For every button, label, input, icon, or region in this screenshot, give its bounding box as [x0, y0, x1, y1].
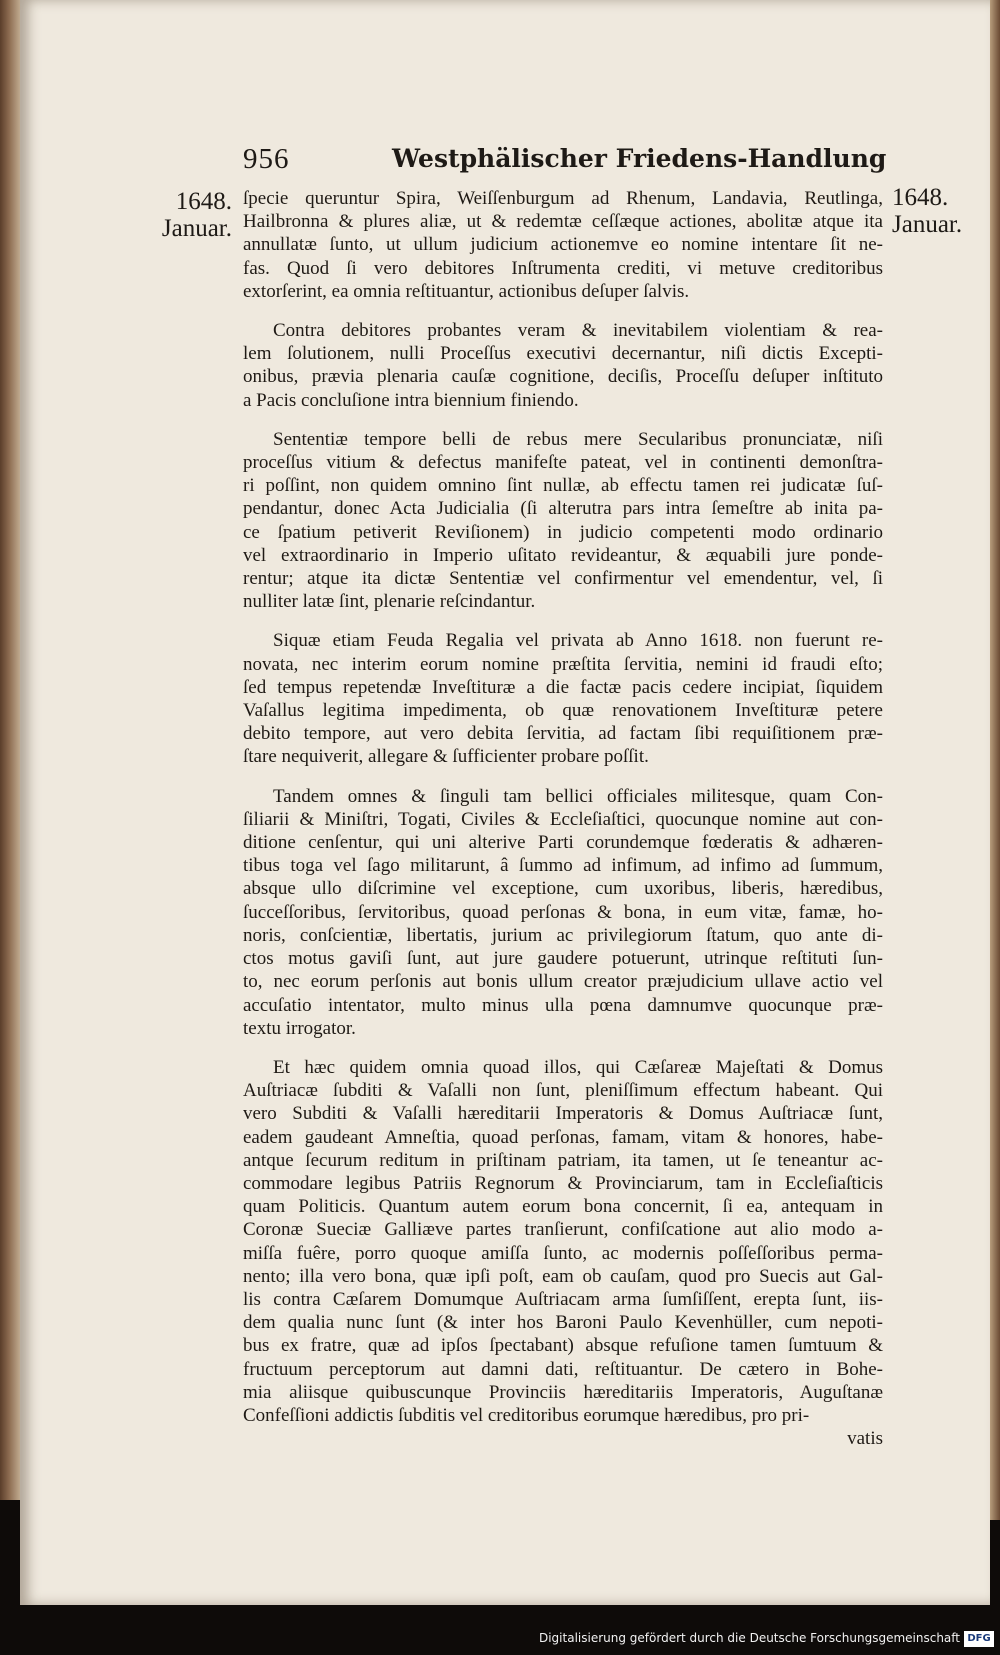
- text-line: Contra debitores probantes veram & inevitabilem violentiam & rea-: [273, 320, 883, 342]
- right-margin-date: [892, 184, 970, 238]
- text-line: vel extraordinario in Imperio uſitato revideantur, & æquabili jure ponde-: [243, 544, 883, 566]
- text-line: eadem gaudeant Amneſtia, quoad perſonas, famam, vitam & honores, habe-: [243, 1126, 883, 1148]
- text-line: commodare legibus Patriis Regnorum & Provinciarum, tam in Eccleſiaſticis: [243, 1172, 883, 1194]
- text-line: Coronæ Sueciæ Galliæve partes tranſierunt, confiſcatione aut alio modo a-: [243, 1219, 883, 1241]
- text-line: Et hæc quidem omnia quoad illos, qui Cæſareæ Majeſtati & Domus: [273, 1056, 883, 1078]
- left-margin-date: [152, 188, 232, 242]
- text-line: textu irrogator.: [243, 1017, 356, 1039]
- text-line: a Pacis concluſione intra biennium finiendo.: [243, 389, 579, 411]
- margin-month: Januar.: [161, 215, 232, 242]
- text-line: ri poſſint, non quidem omnino ſint nullæ, ab effectu tamen rei judicatæ ſuſ-: [243, 475, 883, 497]
- text-line: accuſatio intentator, multo minus ulla pœna damnumve quocunque præ-: [243, 994, 883, 1016]
- text-line: absque ullo diſcrimine vel exceptione, cum uxoribus, liberis, hæredibus,: [243, 878, 883, 900]
- text-line: ſiliarii & Miniſtri, Togati, Civiles & Eccleſiaſtici, quocunque nomine aut con-: [243, 808, 883, 830]
- paragraph: [243, 187, 883, 303]
- book-spine-edge: [0, 0, 22, 1500]
- text-line: extorſerint, ea omnia reſtituantur, actionibus deſuper ſalvis.: [243, 280, 690, 302]
- text-line: fructuum perceptorum aut damni dati, reſtituantur. De cætero in Bohe-: [243, 1358, 883, 1380]
- text-line: mia aliisque quibuscunque Provinciis hæreditariis Imperatoris, Auguſtanæ: [243, 1381, 883, 1403]
- margin-year: 1648.: [175, 188, 232, 215]
- text-line: nento; illa vero bona, quæ ipſi poſt, eam ob cauſam, quod pro Suecis aut Gal-: [243, 1265, 883, 1287]
- text-line: fas. Quod ſi vero debitores Inſtrumenta crediti, vi metuve creditoribus: [243, 257, 883, 279]
- text-line: noris, conſcientiæ, libertatis, jurium ac privilegiorum ſtatum, quo ante di-: [243, 924, 883, 946]
- text-line: quam Politicis. Quantum autem eorum bona concernit, ſi ea, antequam in: [243, 1196, 883, 1218]
- text-line: Confeſſioni addictis ſubditis vel creditoribus eorumque hæredibus, pro pri-: [243, 1404, 810, 1426]
- text-line: ſpecie queruntur Spira, Weiſſenburgum ad Rhenum, Landavia, Reutlinga,: [243, 188, 883, 209]
- text-line: antque ſecurum reditum in priſtinam patriam, ita tamen, ut ſe teneantur ac-: [243, 1149, 883, 1171]
- funding-credit: Digitalisierung gefördert durch die Deutsche Forschungsgemeinschaft: [538, 1631, 960, 1645]
- text-line: ce ſpatium petiverit Reviſionem) in judicio competenti modo ordinario: [243, 521, 883, 543]
- text-line: dem qualia nunc ſunt (& inter hos Baroni Paulo Kevenhüller, cum nepoti-: [243, 1312, 883, 1334]
- margin-month: Januar.: [892, 211, 963, 238]
- text-line: Siquæ etiam Feuda Regalia vel privata ab Anno 1618. non fuerunt re-: [273, 630, 883, 652]
- text-line: ctos motus gaviſi ſunt, aut jure gaudere potuerunt, utrinque reſtituti ſun-: [243, 948, 883, 970]
- catchword: vatis: [847, 1428, 883, 1450]
- text-line: bus ex fratre, quæ ad ipſos ſpectabant) absque refuſione tamen ſumtuum &: [243, 1335, 883, 1357]
- text-line: Tandem omnes & ſinguli tam bellici officiales militesque, quam Con-: [273, 785, 883, 807]
- dfg-logo: DFG: [964, 1631, 994, 1647]
- text-line: pendantur, donec Acta Judicialia (ſi alterutra pars intra ſemeſtre ab inita pa-: [243, 498, 883, 520]
- text-line: vero Subditi & Vaſalli hæreditarii Imperatoris & Domus Auſtriacæ ſunt,: [243, 1103, 883, 1125]
- paragraph: [243, 1056, 883, 1427]
- text-line: onibus, prævia plenaria cauſæ cognitione, deciſis, Proceſſu deſuper inſtituto: [243, 366, 883, 388]
- text-line: ſucceſſoribus, ſervitoribus, quoad perſonas & bona, in eum vitæ, famæ, ho-: [243, 901, 883, 923]
- text-line: Auſtriacæ ſubditi & Vaſalli non ſunt, pleniſſimum effectum habeant. Qui: [243, 1080, 883, 1102]
- text-line: to, nec eorum perſonis aut bonis ullum creator præjudicium ullave actio vel: [243, 971, 883, 993]
- body-text: [243, 187, 883, 1450]
- text-line: lem ſolutionem, nulli Proceſſus executivi decernantur, niſi dictis Excepti-: [243, 343, 883, 365]
- text-line: tibus toga vel ſago militarunt, â ſummo ad infimum, ad infimo ad ſummum,: [243, 855, 883, 877]
- paragraph: [243, 428, 883, 614]
- page-number: 956: [243, 143, 290, 175]
- text-line: lis contra Cæſarem Domumque Auſtriacam arma ſumſiſſent, erepta ſunt, iis-: [243, 1288, 883, 1310]
- text-line: debito tempore, aut vero debita ſervitia, ad factam ſibi requiſitionem præ-: [243, 723, 883, 745]
- margin-year: 1648.: [892, 184, 949, 211]
- text-line: nulliter latæ ſint, plenarie reſcindantur.: [243, 591, 536, 613]
- footer-bar: [0, 1605, 1000, 1655]
- text-line: miſſa fuêre, porro quoque amiſſa ſunto, ac modernis poſſeſſoribus perma-: [243, 1242, 883, 1264]
- paragraph: [243, 785, 883, 1040]
- text-line: Sententiæ tempore belli de rebus mere Secularibus pronunciatæ, niſi: [273, 428, 883, 450]
- text-line: proceſſus vitium & defectus manifeſte pateat, vel in continenti demonſtra-: [243, 452, 883, 474]
- text-line: novata, nec interim eorum nomine præſtita ſervitia, nemini id fraudi eſto;: [243, 653, 883, 675]
- text-line: annullatæ ſunto, ut ullum judicium actionemve eo nomine intentare ſit ne-: [243, 234, 883, 256]
- paragraph: [243, 319, 883, 412]
- paragraph: [243, 629, 883, 768]
- text-line: ſtare nequiverit, allegare & ſufficienter probare poſſit.: [243, 746, 649, 768]
- text-line: ditione cenſentur, qui uni alterive Parti corundemque fœderatis & adhæren-: [243, 832, 883, 854]
- text-line: ſed tempus repetendæ Inveſtituræ a die factæ pacis cedere incipiat, ſiquidem: [243, 676, 883, 698]
- page-right-edge: [990, 0, 1000, 1520]
- text-line: rentur; atque ita dictæ Sententiæ vel confirmentur vel emendentur, vel, ſi: [243, 568, 883, 590]
- text-line: Hailbronna & plures aliæ, ut & redemtæ ceſſæque actiones, abolitæ atque ita: [243, 211, 883, 233]
- running-title: Westphälischer Friedens-Handlung: [392, 144, 887, 173]
- text-line: Vaſallus legitima impedimenta, ob quæ renovationem Inveſtituræ petere: [243, 700, 883, 722]
